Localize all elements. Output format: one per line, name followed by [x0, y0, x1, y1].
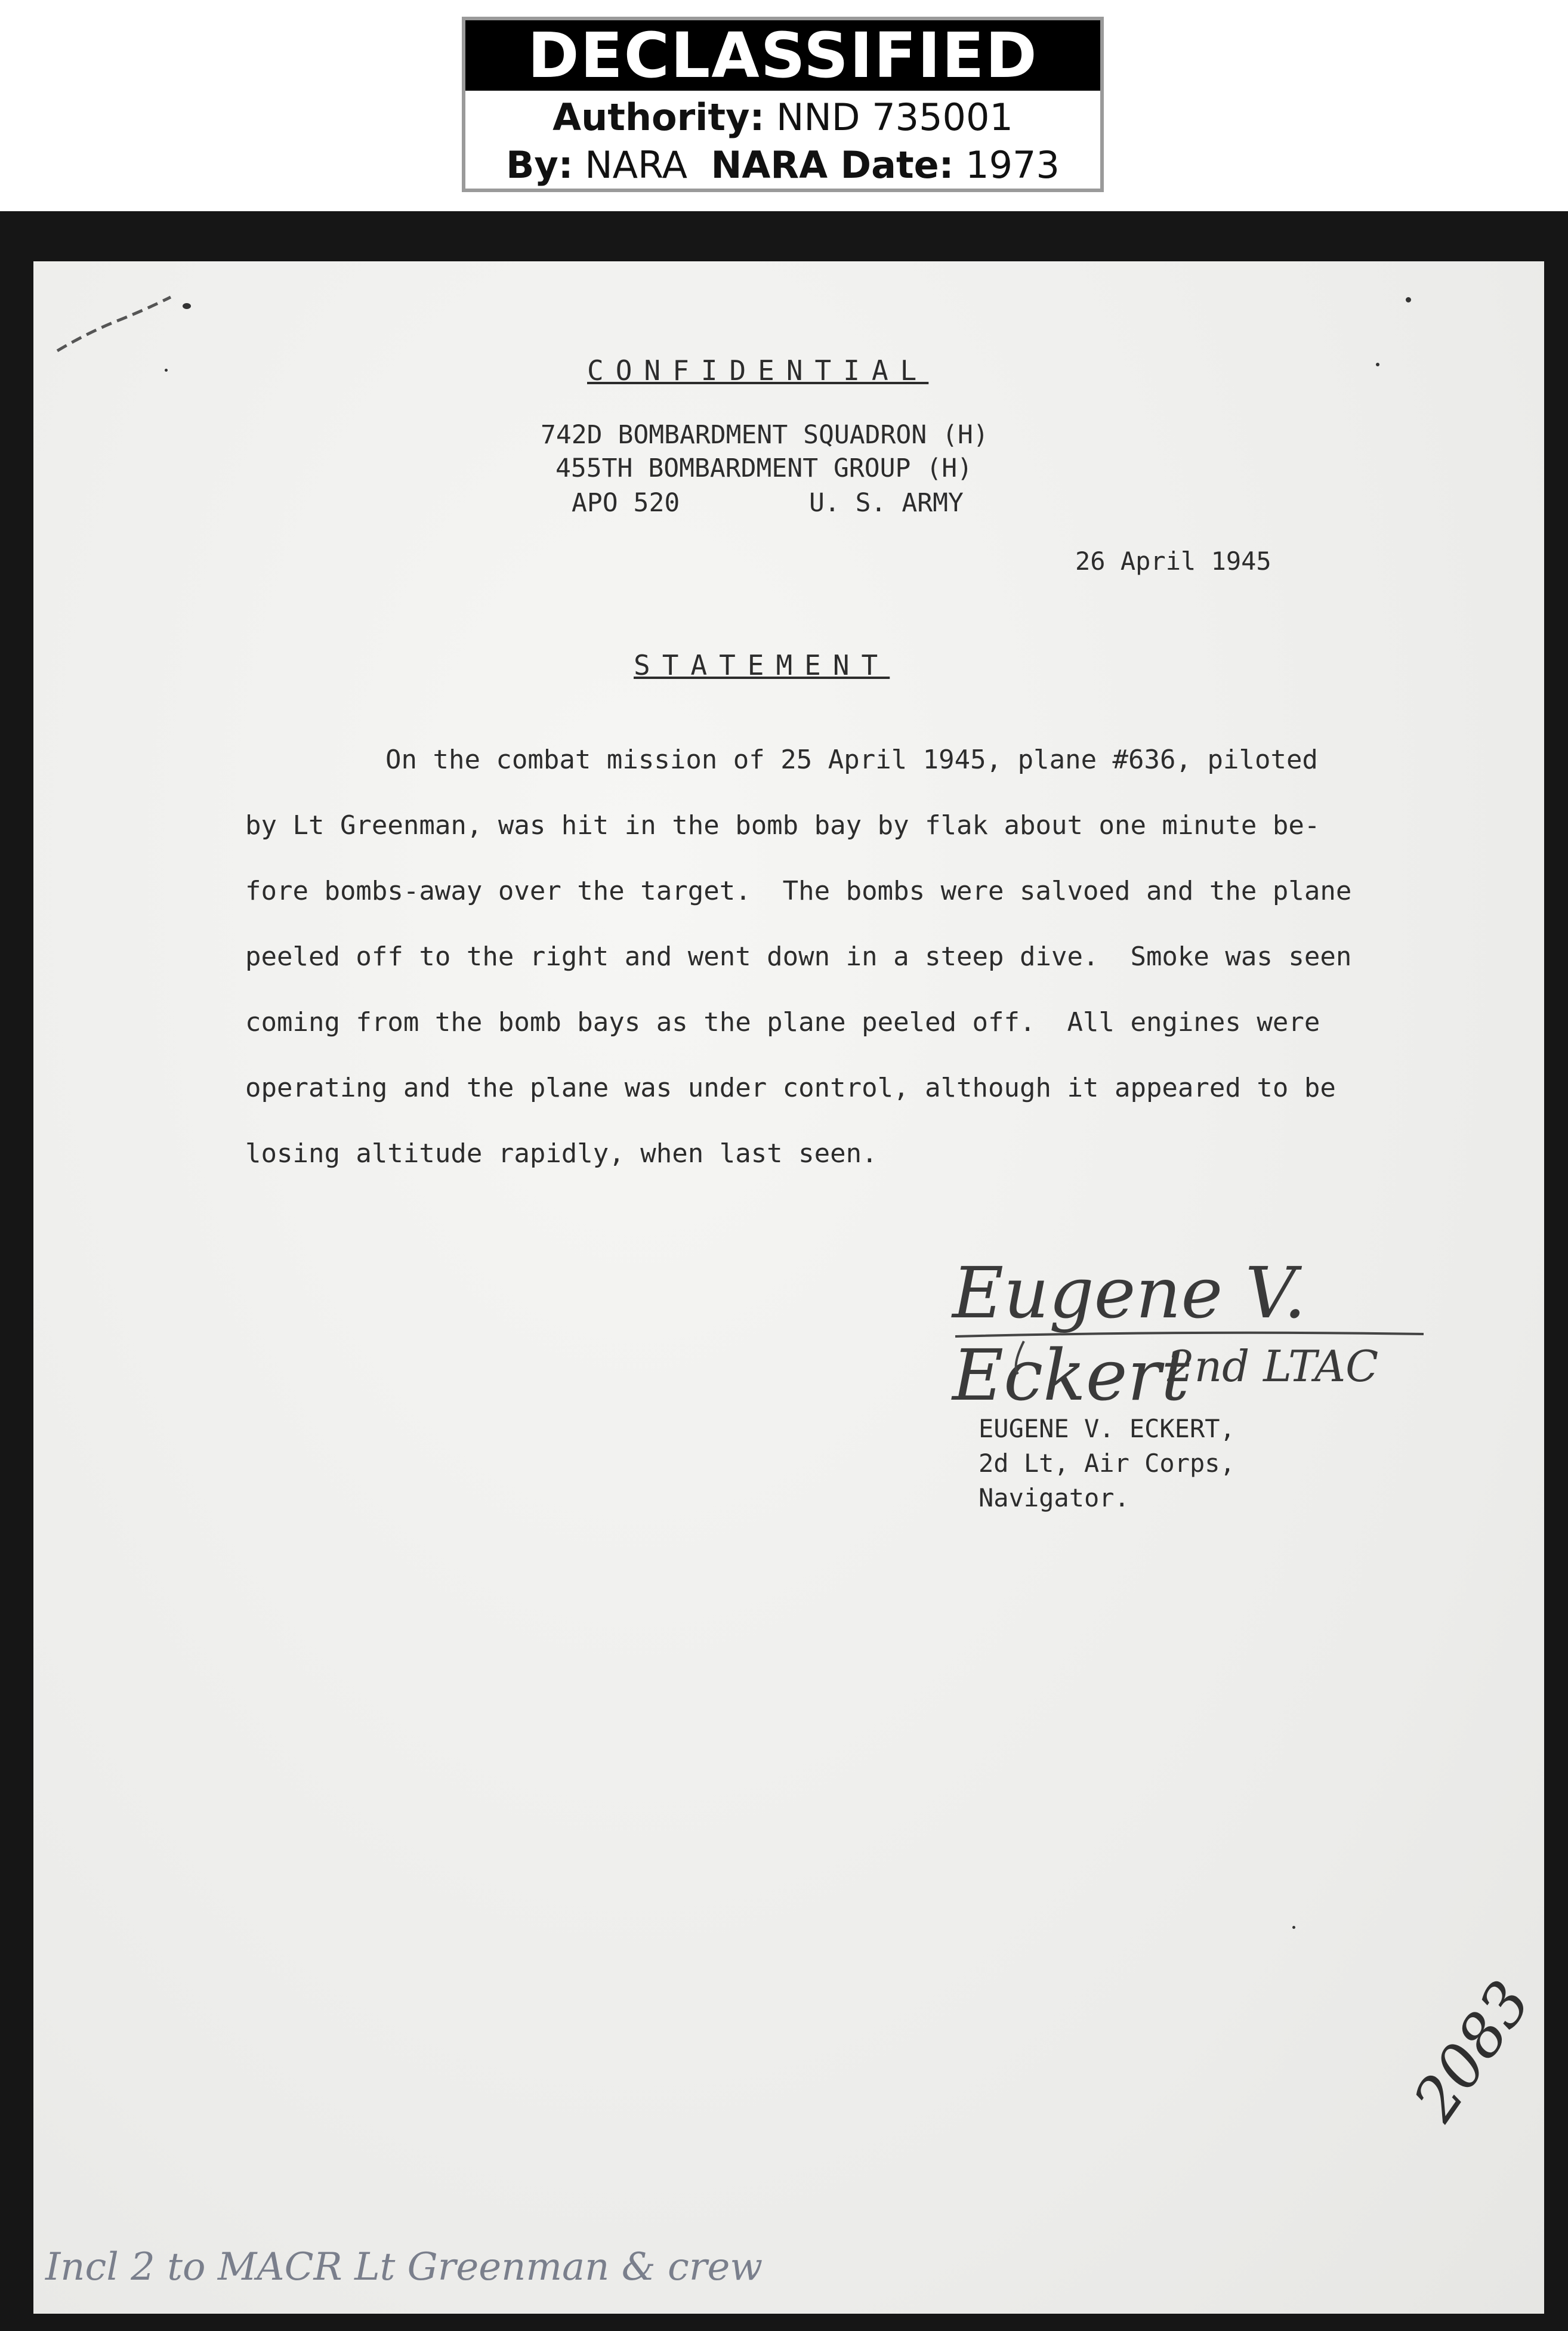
scan-speck — [1376, 363, 1379, 366]
army-line: U. S. ARMY — [809, 488, 964, 518]
body-line: operating and the plane was under control, although it appeared to be — [245, 1073, 1336, 1103]
document-page — [33, 261, 1544, 2314]
signer-name: EUGENE V. ECKERT, — [979, 1414, 1235, 1443]
stamp-by-line — [465, 143, 1100, 187]
body-line: peeled off to the right and went down in a steep dive. Smoke was seen — [245, 941, 1352, 972]
scan-speck — [165, 369, 168, 372]
body-line: On the combat mission of 25 April 1945, plane #636, piloted — [385, 745, 1318, 775]
unit-line-2: 455TH BOMBARDMENT GROUP (H) — [555, 453, 973, 483]
stamp-authority-value: NND 735001 — [776, 95, 1013, 139]
signature: Eugene V. Eckert — [952, 1252, 1306, 1416]
stamp-authority-line — [465, 95, 1100, 139]
body-line: by Lt Greenman, was hit in the bomb bay by flak about one minute be- — [245, 810, 1320, 841]
stamp-by-label: By: — [506, 143, 573, 187]
stamp-date-label: NARA Date: — [711, 143, 954, 187]
stamp-authority-label: Authority: — [552, 95, 765, 139]
declassified-stamp — [462, 17, 1104, 192]
body-line: coming from the bomb bays as the plane peeled off. All engines were — [245, 1007, 1320, 1038]
body-line: fore bombs-away over the target. The bombs were salvoed and the plane — [245, 876, 1352, 906]
handwritten-page-number: 2083 — [1400, 1968, 1544, 2134]
scan-smudge — [51, 285, 183, 357]
document-date: 26 April 1945 — [1075, 547, 1271, 576]
body-line: losing altitude rapidly, when last seen. — [245, 1138, 878, 1169]
apo-line: APO 520 — [572, 488, 680, 518]
scan-frame — [0, 211, 1568, 2331]
stamp-title: DECLASSIFIED — [465, 20, 1100, 91]
statement-title: STATEMENT — [634, 649, 890, 681]
unit-line-1: 742D BOMBARDMENT SQUADRON (H) — [541, 420, 989, 450]
handwritten-note: Incl 2 to MACR Lt Greenman & crew — [45, 2245, 763, 2289]
scan-speck — [1292, 1926, 1295, 1929]
stamp-date-value: 1973 — [965, 143, 1060, 187]
scan-speck — [1406, 297, 1411, 302]
signer-role: Navigator. — [979, 1483, 1129, 1512]
signature-rank: 2nd LTAC — [1167, 1341, 1379, 1391]
signer-rank: 2d Lt, Air Corps, — [979, 1449, 1235, 1478]
scan-speck — [183, 303, 191, 309]
stamp-by-value: NARA — [585, 143, 688, 187]
classification-heading: CONFIDENTIAL — [587, 354, 929, 387]
